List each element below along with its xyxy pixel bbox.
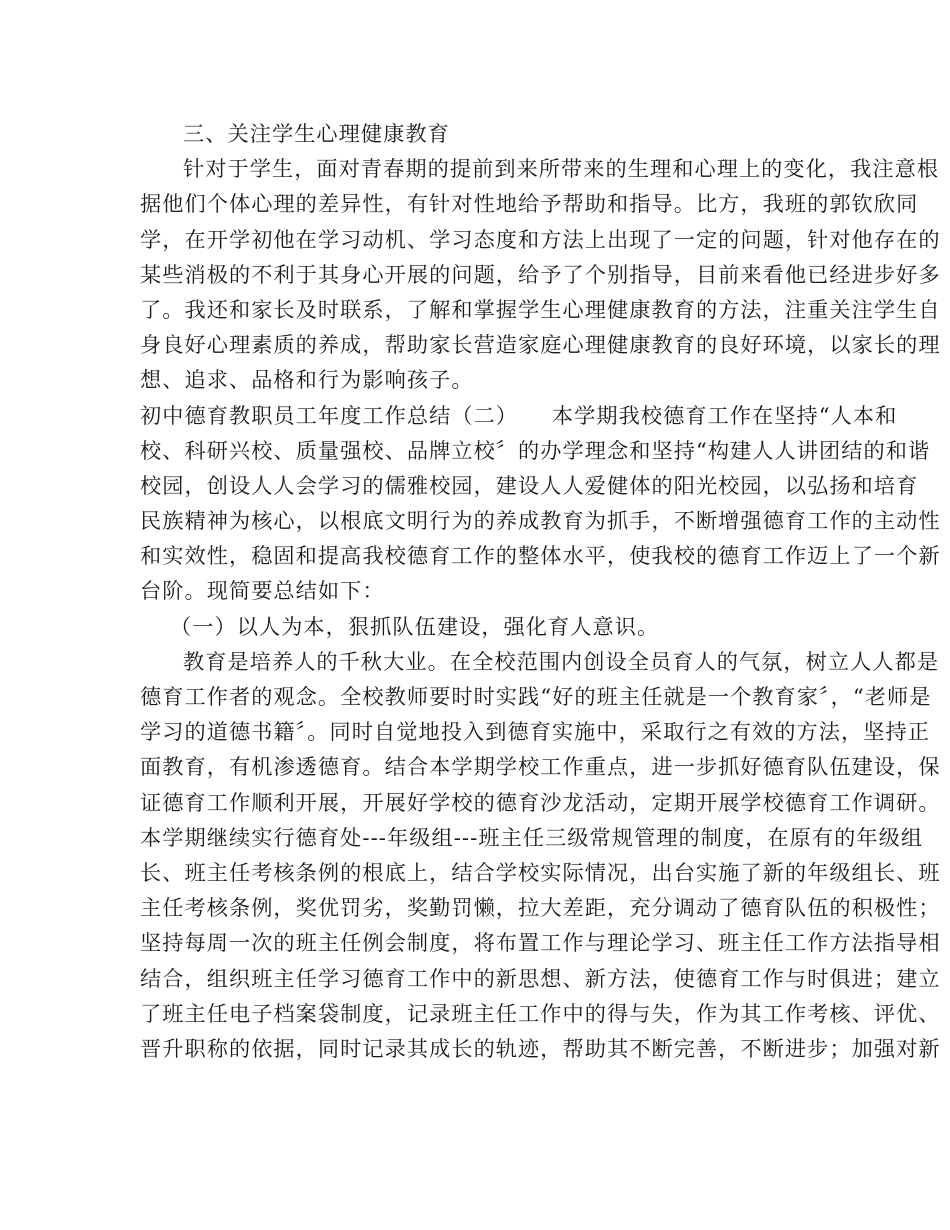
paragraph-line: 了班主任电子档案袋制度，记录班主任工作中的得与失，作为其工作考核、评优、: [140, 1000, 941, 1026]
paragraph-line: 身良好心理素质的养成，帮助家长营造家庭心理健康教育的良好环境，以家长的理: [140, 332, 941, 358]
paragraph-line: 结合，组织班主任学习德育工作中的新思想、新方法，使德育工作与时俱进；建立: [140, 965, 941, 991]
paragraph-line: 民族精神为核心，以根底文明行为的养成教育为抓手，不断增强德育工作的主动性: [140, 508, 941, 534]
paragraph-line: 德育工作者的观念。全校教师要时时实践“好的班主任就是一个教育家〞，“老师是: [140, 684, 932, 709]
paragraph-line: 了。我还和家长及时联系，了解和掌握学生心理健康教育的方法，注重关注学生自: [140, 296, 941, 322]
paragraph-line: 晋升职称的依据，同时记录其成长的轨迹，帮助其不断完善，不断进步；加强对新: [140, 1035, 941, 1061]
paragraph-line: 校园，创设人人会学习的儒雅校园，建设人人爱健体的阳光校园，以弘扬和培育: [140, 472, 919, 498]
paragraph-line: 学，在开学初他在学习动机、学习态度和方法上出现了一定的问题，针对他存在的: [140, 226, 941, 252]
section-heading: 三、关注学生心理健康教育: [183, 121, 450, 146]
paragraph-line: 证德育工作顺利开展，开展好学校的德育沙龙活动，定期开展学校德育工作调研。: [140, 789, 941, 815]
paragraph-line: 教育是培养人的千秋大业。在全校范围内创设全员育人的气氛，树立人人都是: [183, 648, 940, 674]
paragraph-line: 本学期继续实行德育处---年级组---班主任三级常规管理的制度，在原有的年级组: [140, 824, 924, 850]
paragraph-line: 学习的道德书籍〞。同时自觉地投入到德育实施中，采取行之有效的方法，坚持正: [140, 719, 930, 745]
paragraph-line: 某些消极的不利于其身心开展的问题，给予了个别指导，目前来看他已经进步好多: [140, 261, 941, 287]
paragraph-line: 据他们个体心理的差异性，有针对性地给予帮助和指导。比方，我班的郭钦欣同: [140, 191, 919, 217]
paragraph-line: 和实效性，稳固和提高我校德育工作的整体水平，使我校的德育工作迈上了一个新: [140, 543, 941, 569]
paragraph-line: 主任考核条例，奖优罚劣，奖勤罚懒，拉大差距，充分调动了德育队伍的积极性；: [140, 895, 941, 921]
paragraph-line: 台阶。现简要总结如下：: [140, 578, 385, 604]
subsection-heading: （一）以人为本，狠抓队伍建设，强化育人意识。: [170, 613, 660, 639]
document-title-line: 初中德育教职员工年度工作总结（二） 本学期我校德育工作在坚持“人本和: [140, 402, 898, 428]
paragraph-line: 坚持每周一次的班主任例会制度，将布置工作与理论学习、班主任工作方法指导相: [140, 930, 941, 956]
paragraph-line: 长、班主任考核条例的根底上，结合学校实际情况，出台实施了新的年级组长、班: [140, 859, 941, 885]
paragraph-line: 针对于学生，面对青春期的提前到来所带来的生理和心理上的变化，我注意根: [183, 156, 940, 182]
document-page: [140, 116, 941, 1066]
paragraph-line: 想、追求、品格和行为影响孩子。: [140, 367, 474, 393]
paragraph-line: 校、科研兴校、质量强校、品牌立校〞的办学理念和坚持“构建人人讲团结的和谐: [140, 437, 931, 463]
paragraph-line: 面教育，有机渗透德育。结合本学期学校工作重点，进一步抓好德育队伍建设，保: [140, 754, 941, 780]
